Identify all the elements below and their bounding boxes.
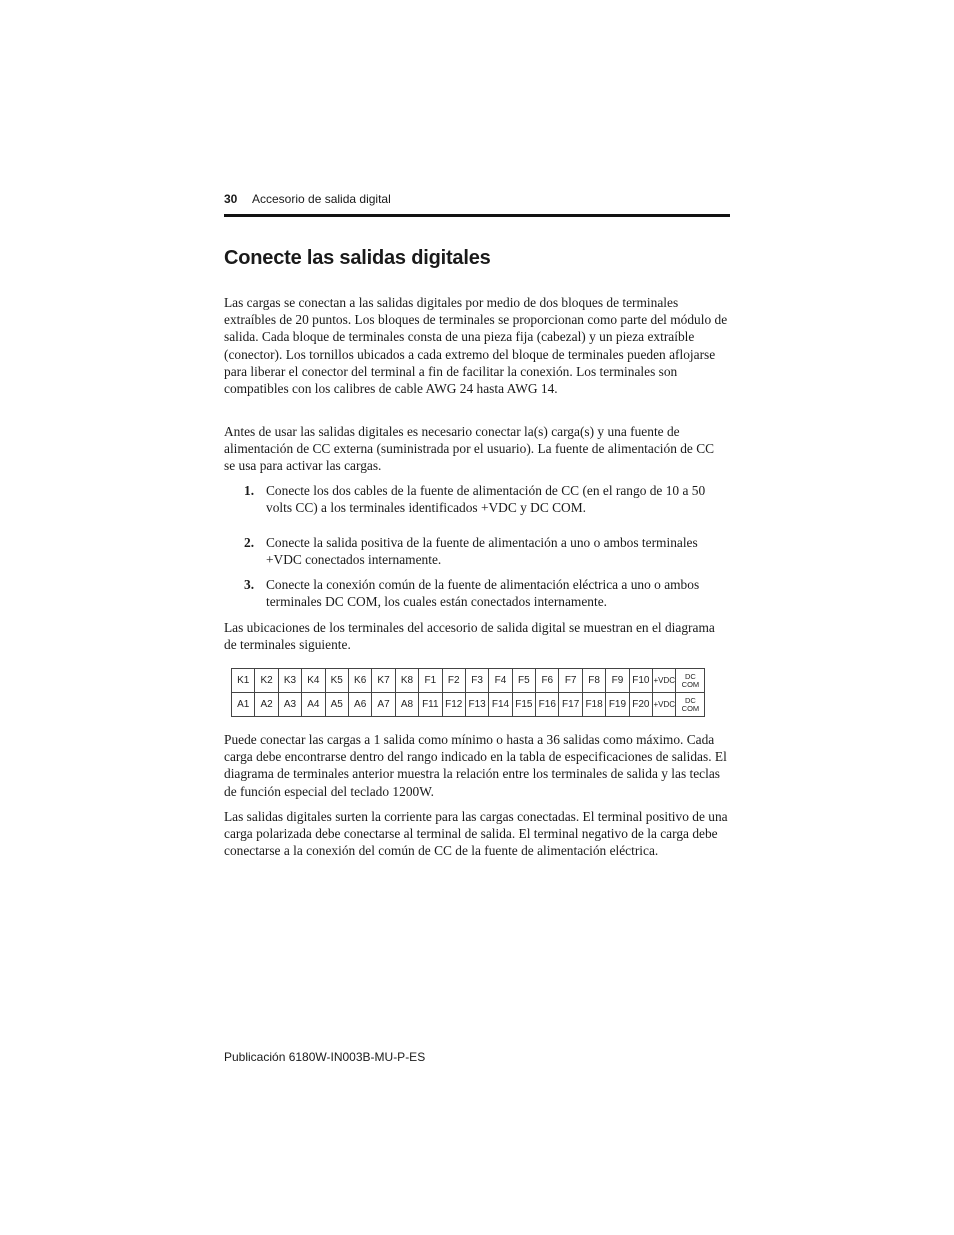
terminal-cell: A7: [372, 693, 395, 717]
section-title: Conecte las salidas digitales: [224, 247, 491, 269]
paragraph-5: Las salidas digitales surten la corriente para las cargas conectadas. El terminal positivo de una carga polarizada debe conectarse al terminal de salida. El terminal negativo de la carga debe conectarse a la conexión del común de CC de la fuente de alimentación eléctrica.: [224, 809, 728, 859]
terminal-cell: K7: [372, 669, 395, 693]
com-label: COM: [681, 703, 700, 713]
step-number: 3.: [244, 577, 255, 592]
terminal-cell: A1: [232, 693, 255, 717]
terminal-cell: K3: [278, 669, 301, 693]
terminal-cell-dc-com: [676, 693, 705, 717]
terminal-cell: F9: [606, 669, 629, 693]
step-text: Conecte la salida positiva de la fuente de alimentación a uno o ambos terminales +VDC conectados internamente.: [266, 535, 698, 568]
terminal-cell: F20: [629, 693, 652, 717]
terminal-cell: K6: [348, 669, 371, 693]
terminal-cell: F15: [512, 693, 535, 717]
paragraph-4: Puede conectar las cargas a 1 salida como mínimo o hasta a 36 salidas como máximo. Cada carga debe encontrarse dentro del rango indicado en la tabla de especificaciones de salidas. El diagrama de terminales anterior muestra la relación entre los terminales de salida y las teclas de función especial del teclado 1200W.: [224, 732, 727, 799]
page-header: [224, 192, 730, 210]
terminal-cell-vdc: +VDC: [653, 669, 676, 693]
paragraph-1: Las cargas se conectan a las salidas digitales por medio de dos bloques de terminales extraíbles de 20 puntos. Los bloques de terminales se proporcionan como parte del módulo de salida. Cada bloque de terminales consta de una pieza fija (cabezal) y un pieza extraíble (conector). Los tornillos ubicados a cada extremo del bloque de terminales pueden aflojarse para liberar el conector del terminal a fin de facilitar la conexión. Los terminales son compatibles con los calibres de cable AWG 24 hasta AWG 14.: [224, 295, 728, 397]
terminal-cell: K8: [395, 669, 418, 693]
terminal-cell: F12: [442, 693, 465, 717]
terminal-cell: F6: [536, 669, 559, 693]
terminal-cell: F11: [419, 693, 442, 717]
terminal-cell: K1: [232, 669, 255, 693]
dc-label: DC: [685, 671, 696, 681]
terminal-cell: F5: [512, 669, 535, 693]
terminal-cell: F19: [606, 693, 629, 717]
header-title: Accesorio de salida digital: [252, 192, 391, 206]
terminal-cell: F14: [489, 693, 512, 717]
terminal-cell: K5: [325, 669, 348, 693]
terminal-cell: F3: [465, 669, 488, 693]
terminal-cell: F13: [465, 693, 488, 717]
terminal-cell: F2: [442, 669, 465, 693]
terminal-cell: K4: [302, 669, 325, 693]
terminal-cell: A8: [395, 693, 418, 717]
terminal-cell: A6: [348, 693, 371, 717]
terminal-cell: F1: [419, 669, 442, 693]
terminal-cell: A5: [325, 693, 348, 717]
terminal-cell: A2: [255, 693, 278, 717]
paragraph-2: Antes de usar las salidas digitales es necesario conectar la(s) carga(s) y una fuente de alimentación de CC externa (suministrada por el usuario). La fuente de alimentación de CC se usa para activar las cargas.: [224, 424, 715, 474]
terminal-cell: F10: [629, 669, 652, 693]
step-text: Conecte la conexión común de la fuente de alimentación eléctrica a uno o ambos terminales DC COM, los cuales están conectados internamente.: [266, 577, 700, 610]
paragraph-3: Las ubicaciones de los terminales del accesorio de salida digital se muestran en el diagrama de terminales siguiente.: [224, 620, 715, 653]
terminal-cell: F4: [489, 669, 512, 693]
terminal-row-bottom: [232, 693, 705, 717]
terminal-cell: F8: [582, 669, 605, 693]
step-number: 1.: [244, 483, 255, 498]
terminal-cell: F18: [582, 693, 605, 717]
page-footer: Publicación 6180W-IN003B-MU-P-ES: [224, 1050, 426, 1064]
terminal-cell: A4: [302, 693, 325, 717]
com-label: COM: [681, 679, 700, 689]
dc-label: DC: [685, 695, 696, 705]
step-number: 2.: [244, 535, 255, 550]
step-text: Conecte los dos cables de la fuente de alimentación de CC (en el rango de 10 a 50 volts CC) a los terminales identificados +VDC y DC COM.: [266, 483, 706, 516]
page-number: 30: [224, 192, 238, 206]
terminal-cell-vdc: +VDC: [653, 693, 676, 717]
terminal-cell: F17: [559, 693, 582, 717]
terminal-cell: F16: [536, 693, 559, 717]
terminal-cell: K2: [255, 669, 278, 693]
terminal-row-top: [232, 669, 705, 693]
header-rule: [224, 214, 730, 217]
terminal-cell: F7: [559, 669, 582, 693]
terminal-cell: A3: [278, 693, 301, 717]
terminal-cell-dc-com: [676, 669, 705, 693]
terminal-diagram: [231, 668, 705, 717]
